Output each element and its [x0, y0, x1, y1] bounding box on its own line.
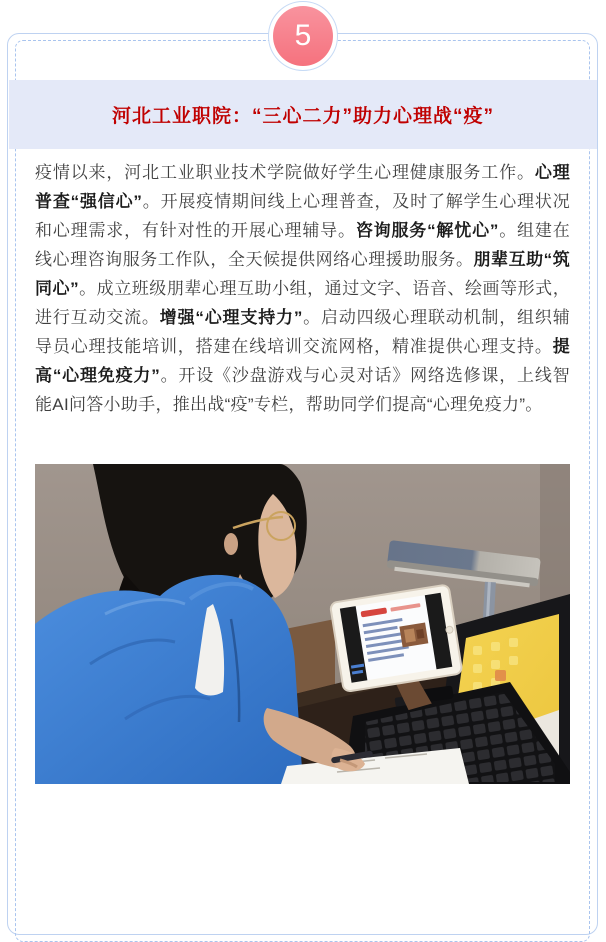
- article-title: 河北工业职院：“三心二力”助力心理战“疫”: [111, 106, 494, 127]
- article-body-paragraph: 疫情以来，河北工业职业技术学院做好学生心理健康服务工作。心理普查“强信心”。开展疫情期间线上心理普查，及时了解学生心理状况和心理需求，有针对性的开展心理辅导。咨询服务“解忧心”。组建在线心理咨询服务工作队，全天候提供网络心理援助服务。朋辈互助“筑同心”。成立班级朋辈心理互助小组，通过文字、语音、绘画等形式，进行互动交流。增强“心理支持力”。启动四级心理联动机制，组织辅导员心理技能培训，搭建在线培训交流网格，精准提供心理支持。提高“心理免疫力”。开设《沙盘游戏与心灵对话》网络选修课，上线智能AI问答小助手，推出战“疫”专栏，帮助同学们提高“心理免疫力”。: [35, 163, 570, 414]
- article-photo: [35, 464, 570, 784]
- article-photo-illustration: [35, 464, 570, 784]
- article-title-banner: [9, 80, 597, 149]
- section-number-circle: [273, 6, 333, 66]
- section-number: 5: [294, 19, 312, 52]
- section-number-badge: [268, 1, 338, 71]
